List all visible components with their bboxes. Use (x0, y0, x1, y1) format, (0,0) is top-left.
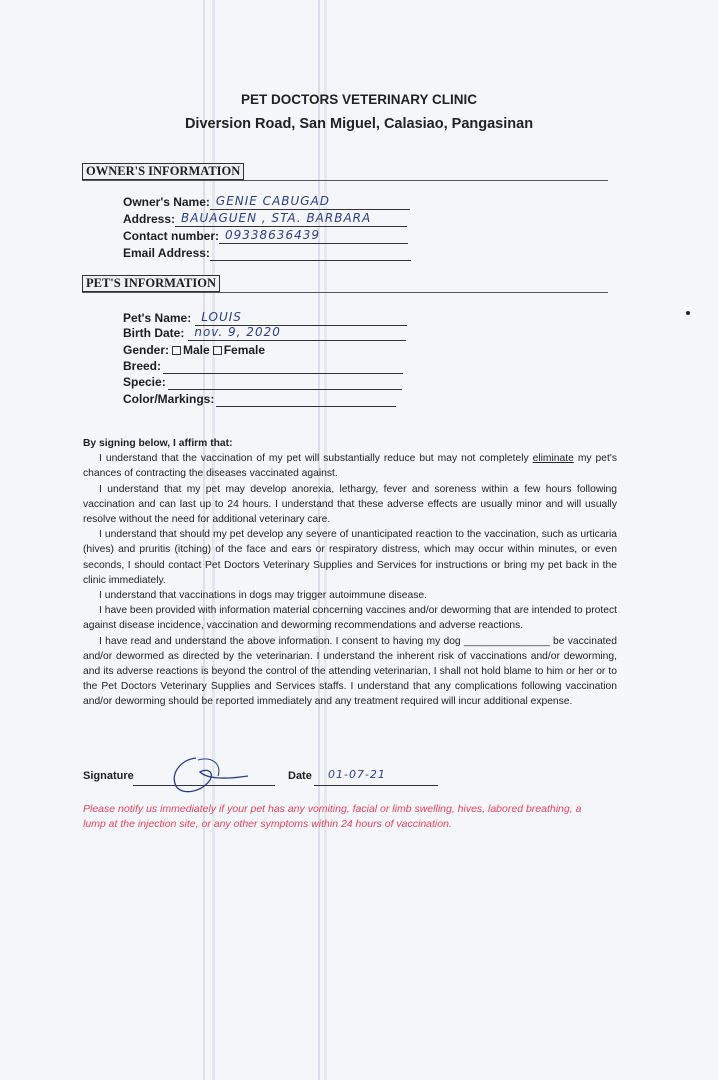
specie-input[interactable] (168, 375, 402, 390)
pet-name-field (123, 311, 407, 326)
color-markings-label: Color/Markings: (123, 392, 215, 406)
gender-label: Gender: (123, 343, 170, 357)
affirmation-paragraph: I understand that vaccinations in dogs may trigger autoimmune disease. (99, 590, 427, 602)
clinic-address: Diversion Road, San Miguel, Calasiao, Pangasinan (184, 116, 534, 132)
breed-label: Breed: (123, 359, 162, 373)
date-row (288, 770, 312, 782)
address-field (123, 212, 407, 227)
owner-name-label: Owner's Name: (123, 195, 210, 209)
affirmation-paragraph: I understand that the vaccination of my pet will substantially reduce but may not completely eliminate my pet's chances of contracting the diseases vaccinated against. (83, 453, 617, 480)
breed-field (123, 359, 403, 374)
address-label: Address: (123, 212, 176, 226)
affirmation-paragraph: I understand that my pet may develop anorexia, lethargy, fever and soreness within a few hours following vaccination and can last up to 24 hours. I understand that these adverse effects are usually minor and will usually resolve without the need for additional veterinary care. (83, 483, 617, 526)
owner-name-field (123, 195, 410, 210)
affirmation-lead: By signing below, I affirm that: (83, 438, 233, 449)
owner-section-title: OWNER'S INFORMATION (82, 163, 244, 180)
signature-row (83, 770, 134, 782)
gender-field (123, 343, 265, 358)
breed-input[interactable] (163, 359, 403, 374)
owner-name-value[interactable]: GENIE CABUGAD (215, 194, 331, 208)
male-option-label: Male (183, 343, 210, 357)
contact-number-field (123, 229, 408, 244)
affirmation-text (83, 436, 617, 710)
email-field (123, 246, 411, 261)
contact-number-value[interactable]: 09338636439 (225, 228, 320, 242)
pet-section-rule (82, 292, 608, 293)
specie-field (123, 375, 402, 390)
affirmation-paragraph: I have read and understand the above information. I consent to having my dog _______________ be vaccinated and/or dewormed as directed by the veterinarian. I understand the inherent risk of vaccinations and/or deworming, and its adverse reactions is beyond the control of the attending veterinarian, I shall not hold blame to him or her or to the Pet Doctors Veterinary Supplies and Services staffs. I understand that any complications following vaccination and/or deworming should be reported immediately and any treatment required will incur additional expense. (83, 635, 617, 708)
date-value[interactable]: 01-07-21 (328, 768, 386, 781)
owner-section-rule (82, 180, 608, 181)
scan-speck (686, 311, 690, 315)
birth-date-field (123, 326, 406, 341)
clinic-name: PET DOCTORS VETERINARY CLINIC (240, 92, 478, 107)
email-label: Email Address: (123, 246, 210, 260)
specie-label: Specie: (123, 375, 166, 389)
date-label: Date (288, 770, 312, 782)
date-line[interactable] (314, 785, 438, 786)
birth-date-value[interactable]: nov. 9, 2020 (194, 325, 281, 339)
female-option-label: Female (223, 343, 266, 357)
birth-date-label: Birth Date: (123, 326, 185, 340)
contact-number-label: Contact number: (123, 229, 219, 243)
address-value[interactable]: BAUAGUEN , STA. BARBARA (181, 211, 372, 225)
affirmation-paragraph: I understand that should my pet develop any severe of unanticipated reaction to the vaccination, such as urticaria (hives) and pruritis (itching) of the face and ears or respiratory distress, which may occur within minutes, or even seconds, I should contact Pet Doctors Veterinary Supplies and Services for instructions or bring my pet back in the clinic immediately. (83, 529, 617, 586)
pet-name-label: Pet's Name: (123, 311, 192, 325)
pet-name-value[interactable]: LOUIS (201, 310, 242, 324)
pet-section-title: PET'S INFORMATION (82, 275, 220, 292)
affirmation-paragraph: I have been provided with information material concerning vaccines and/or deworming that are intended to protect against disease incidence, vaccination and deworming recommendations and adverse reactions. (83, 605, 618, 632)
female-checkbox[interactable] (213, 346, 222, 355)
color-markings-field (123, 392, 396, 407)
male-checkbox[interactable] (172, 346, 181, 355)
color-markings-input[interactable] (216, 392, 396, 407)
signature-scribble (160, 750, 270, 800)
signature-label: Signature (83, 770, 134, 782)
vaccination-notice: Please notify us immediately if your pet has any vomiting, facial or limb swelling, hives, labored breathing, a lump at the injection site, or any other symptoms within 24 hours of vaccination. (83, 803, 582, 830)
